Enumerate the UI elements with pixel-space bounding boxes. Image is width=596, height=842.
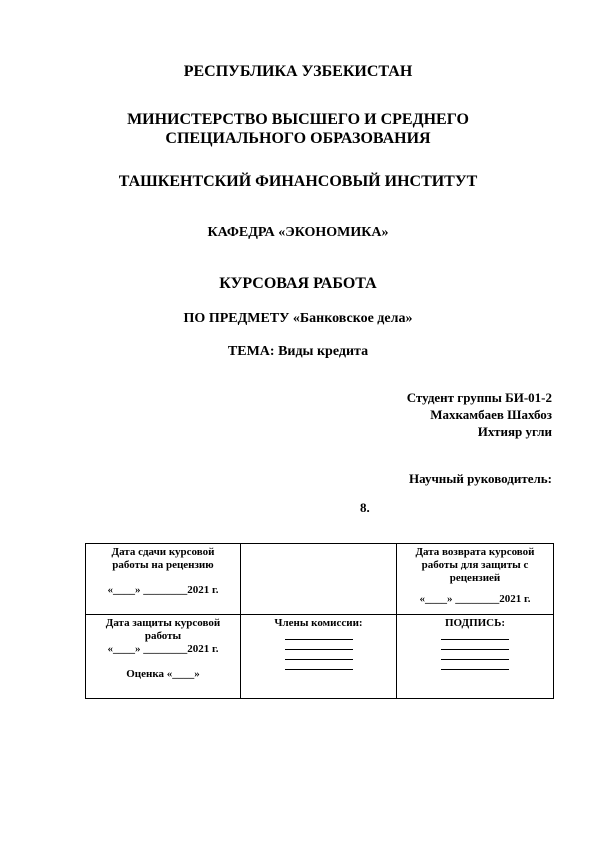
signature-lines (400, 630, 550, 670)
return-cell (397, 544, 554, 615)
student-group: Студент группы БИ-01-2 (406, 390, 552, 405)
table-row (86, 544, 554, 615)
return-title-3: рецензией (449, 572, 501, 584)
commission-signature-lines (244, 630, 393, 670)
submit-title-2: работы на рецензию (112, 559, 214, 571)
student-name-2: Ихтияр угли (477, 424, 552, 439)
student-block (300, 389, 552, 440)
return-title-2: работы для защиты с (421, 559, 529, 571)
country-title: РЕСПУБЛИКА УЗБЕКИСТАН (183, 63, 413, 80)
commission-label: Члены комиссии: (274, 617, 363, 629)
ministry-line-2: СПЕЦИАЛЬНОГО ОБРАЗОВАНИЯ (165, 130, 431, 147)
empty-cell (241, 544, 397, 615)
table-row (86, 615, 554, 699)
ministry-line-1: МИНИСТЕРСТВО ВЫСШЕГО И СРЕДНЕГО (127, 111, 469, 128)
work-type: КУРСОВАЯ РАБОТА (219, 275, 377, 292)
subject-line: ПО ПРЕДМЕТУ «Банковское дела» (183, 311, 413, 326)
department-title: КАФЕДРА «ЭКОНОМИКА» (207, 225, 389, 240)
defense-table (85, 543, 554, 699)
institute-title: ТАШКЕНТСКИЙ ФИНАНСОВЫЙ ИНСТИТУТ (118, 173, 478, 190)
return-title-1: Дата возврата курсовой (415, 546, 535, 558)
submit-cell (86, 544, 241, 615)
item-number: 8. (360, 500, 370, 515)
supervisor-label: Научный руководитель: (409, 471, 552, 486)
signature-cell (397, 615, 554, 699)
defense-cell (86, 615, 241, 699)
signature-label: ПОДПИСЬ: (444, 617, 506, 629)
topic-line: ТЕМА: Виды кредита (227, 344, 369, 359)
defense-date: «____» ________2021 г. (107, 643, 219, 655)
submit-title-1: Дата сдачи курсовой (111, 546, 215, 558)
defense-title-1: Дата защиты курсовой (105, 617, 221, 629)
commission-cell (241, 615, 397, 699)
grade-field: Оценка «____» (126, 668, 200, 680)
submit-date: «____» ________2021 г. (107, 584, 219, 596)
student-name-1: Махкамбаев Шахбоз (430, 407, 552, 422)
return-date: «____» ________2021 г. (419, 593, 531, 605)
defense-title-2: работы (144, 630, 182, 642)
